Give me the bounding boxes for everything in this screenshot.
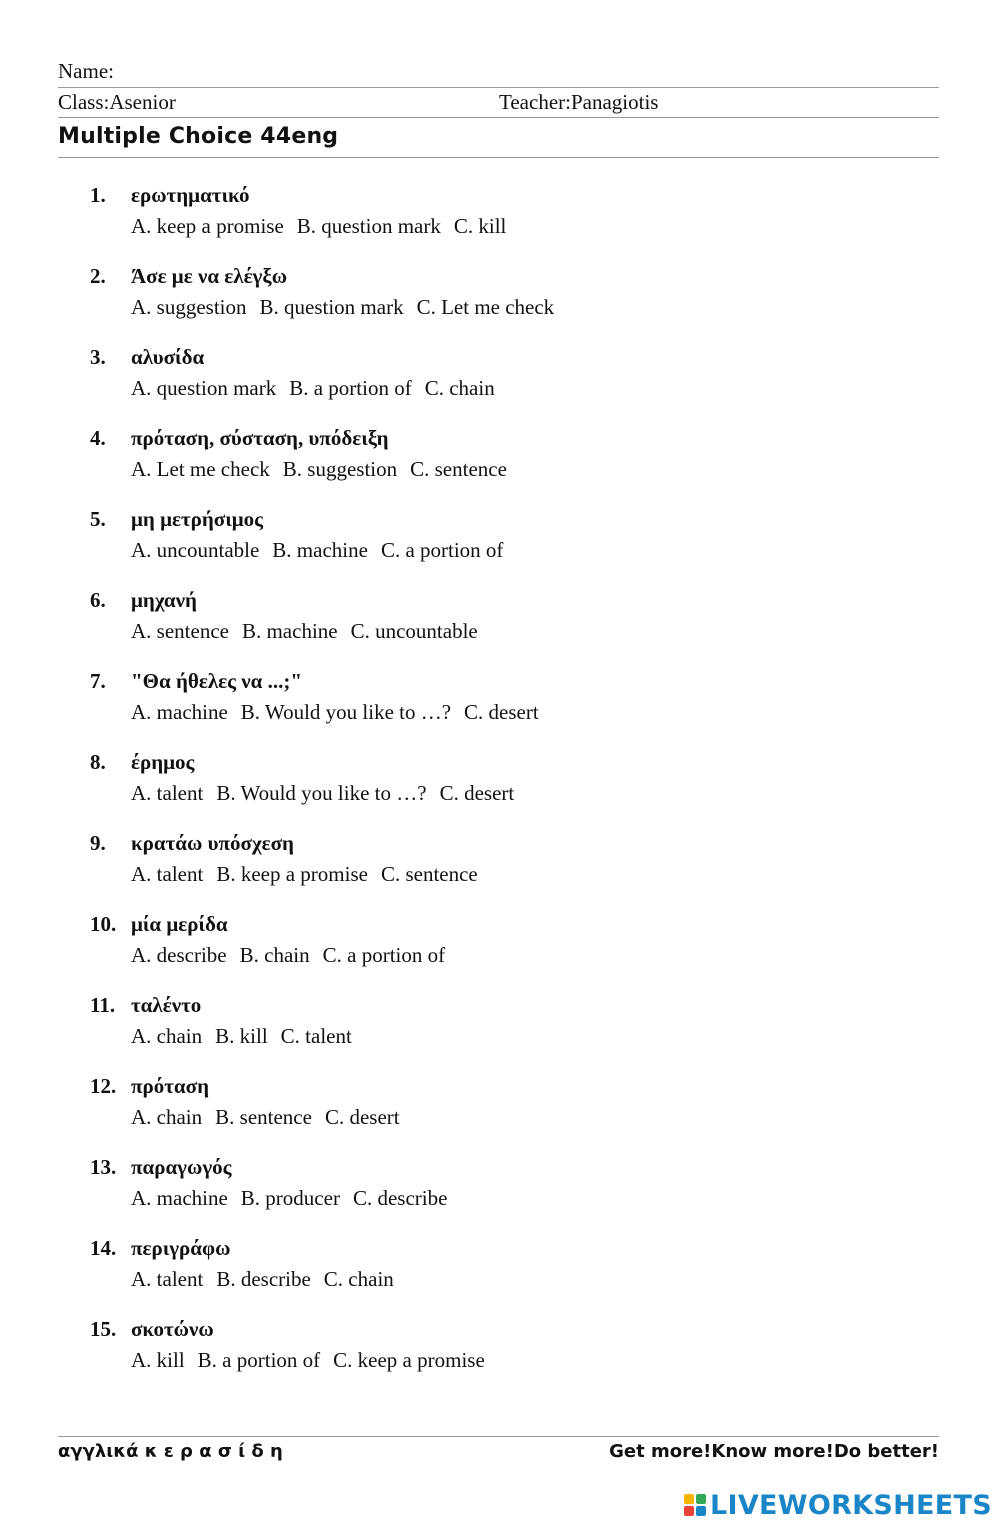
question-number: 6. [90,588,106,612]
answer-options [131,781,527,806]
liveworksheets-logo-icon [684,1494,706,1516]
answer-option[interactable]: C. chain [424,376,495,400]
answer-option[interactable]: C. describe [352,1186,448,1210]
answer-option[interactable]: C. talent [280,1024,352,1048]
answer-option[interactable]: B. machine [272,538,368,562]
answer-option[interactable]: C. Let me check [416,295,555,319]
answer-options [131,619,491,644]
answer-options [131,1105,413,1130]
answer-option[interactable]: A. Let me check [131,457,270,481]
question-number: 1. [90,183,106,207]
title-divider [58,157,939,158]
answer-option[interactable]: A. talent [131,781,204,805]
question-item [0,1234,1000,1315]
answer-option[interactable]: B. producer [240,1186,340,1210]
question-prompt: μία μερίδα [131,912,228,936]
question-prompt: έρημος [131,750,195,774]
question-number: 13. [90,1155,117,1179]
question-prompt: περιγράφω [131,1236,231,1260]
answer-option[interactable]: B. a portion of [197,1348,321,1372]
answer-option[interactable]: A. sentence [131,619,229,643]
question-number: 15. [90,1317,117,1341]
footer-slogan: Get more!Know more!Do better! [609,1441,939,1462]
question-item [0,667,1000,748]
question-number: 11. [90,993,116,1017]
question-item [0,1072,1000,1153]
question-prompt: αλυσίδα [131,345,205,369]
question-prompt: ερωτηματικό [131,183,250,207]
question-number: 2. [90,264,106,288]
answer-option[interactable]: B. kill [215,1024,268,1048]
brand-name: LIVEWORKSHEETS [709,1489,992,1521]
question-prompt: πρόταση [131,1074,209,1098]
question-item [0,1153,1000,1234]
worksheet-title: Multiple Choice 44eng [58,124,339,149]
question-item [0,748,1000,829]
question-prompt: "Θα ήθελες να ...;" [131,669,302,693]
answer-option[interactable]: C. a portion of [380,538,504,562]
question-prompt: μηχανή [131,588,197,612]
answer-option[interactable]: B. Would you like to …? [216,781,427,805]
answer-option[interactable]: A. kill [131,1348,185,1372]
answer-option[interactable]: B. question mark [259,295,404,319]
question-item [0,1315,1000,1396]
answer-option[interactable]: B. Would you like to …? [240,700,452,724]
question-item [0,829,1000,910]
header-divider-1 [58,87,939,88]
question-item [0,181,1000,262]
question-item [0,586,1000,667]
answer-option[interactable]: A. describe [131,943,227,967]
answer-option[interactable]: A. uncountable [131,538,260,562]
answer-option[interactable]: B. keep a promise [216,862,368,886]
question-number: 14. [90,1236,117,1260]
question-item [0,343,1000,424]
answer-option[interactable]: B. describe [216,1267,311,1291]
answer-option[interactable]: C. desert [439,781,515,805]
answer-option[interactable]: A. talent [131,862,204,886]
question-number: 7. [90,669,106,693]
answer-option[interactable]: B. question mark [296,214,441,238]
question-item [0,991,1000,1072]
answer-option[interactable]: C. uncountable [350,619,478,643]
class-label: Class:Asenior [58,90,176,114]
question-item [0,505,1000,586]
question-prompt: παραγωγός [131,1155,232,1179]
question-number: 3. [90,345,106,369]
answer-options [131,538,516,563]
answer-option[interactable]: C. desert [464,700,539,724]
header-divider-2 [58,117,939,118]
answer-option[interactable]: B. machine [241,619,338,643]
answer-option[interactable]: B. suggestion [282,457,398,481]
question-item [0,910,1000,991]
question-prompt: ταλέντο [131,993,202,1017]
name-label: Name: [58,59,114,83]
answer-options [131,1186,460,1211]
answer-option[interactable]: A. talent [131,1267,204,1291]
answer-option[interactable]: B. chain [239,943,310,967]
answer-options [131,1024,365,1049]
question-number: 8. [90,750,106,774]
question-prompt: σκοτώνω [131,1317,214,1341]
footer-divider [58,1436,939,1437]
answer-options [131,943,458,968]
answer-option[interactable]: A. chain [131,1024,203,1048]
footer-left-text: αγγλικά κ ε ρ α σ ί δ η [58,1441,283,1462]
question-item [0,424,1000,505]
answer-option[interactable]: C. kill [453,214,507,238]
answer-options [131,376,508,401]
answer-option[interactable]: A. machine [131,700,228,724]
answer-option[interactable]: C. sentence [410,457,507,481]
question-number: 12. [90,1074,117,1098]
answer-option[interactable]: A. question mark [131,376,277,400]
answer-option[interactable]: C. keep a promise [333,1348,485,1372]
answer-option[interactable]: B. sentence [215,1105,312,1129]
answer-option[interactable]: A. suggestion [131,295,247,319]
answer-options [131,700,552,725]
answer-option[interactable]: C. a portion of [322,943,446,967]
question-number: 9. [90,831,106,855]
liveworksheets-brand[interactable] [684,1488,992,1522]
question-prompt: μη μετρήσιμος [131,507,263,531]
answer-options [131,457,520,482]
answer-option[interactable]: A. machine [131,1186,228,1210]
teacher-label: Teacher:Panagiotis [499,90,659,114]
answer-option[interactable]: C. sentence [380,862,478,886]
answer-option[interactable]: A. keep a promise [131,214,284,238]
question-number: 5. [90,507,106,531]
answer-option[interactable]: C. chain [323,1267,394,1291]
question-number: 10. [90,912,117,936]
question-number: 4. [90,426,106,450]
answer-options [131,862,491,887]
answer-options [131,214,519,239]
answer-option[interactable]: A. chain [131,1105,203,1129]
question-prompt: πρόταση, σύσταση, υπόδειξη [131,426,389,450]
answer-options [131,1348,498,1373]
question-prompt: κρατάω υπόσχεση [131,831,294,855]
answer-options [131,295,567,320]
question-item [0,262,1000,343]
answer-option[interactable]: C. desert [324,1105,400,1129]
question-list [0,181,1000,1396]
answer-option[interactable]: B. a portion of [289,376,412,400]
question-prompt: Άσε με να ελέγξω [131,264,288,288]
answer-options [131,1267,407,1292]
